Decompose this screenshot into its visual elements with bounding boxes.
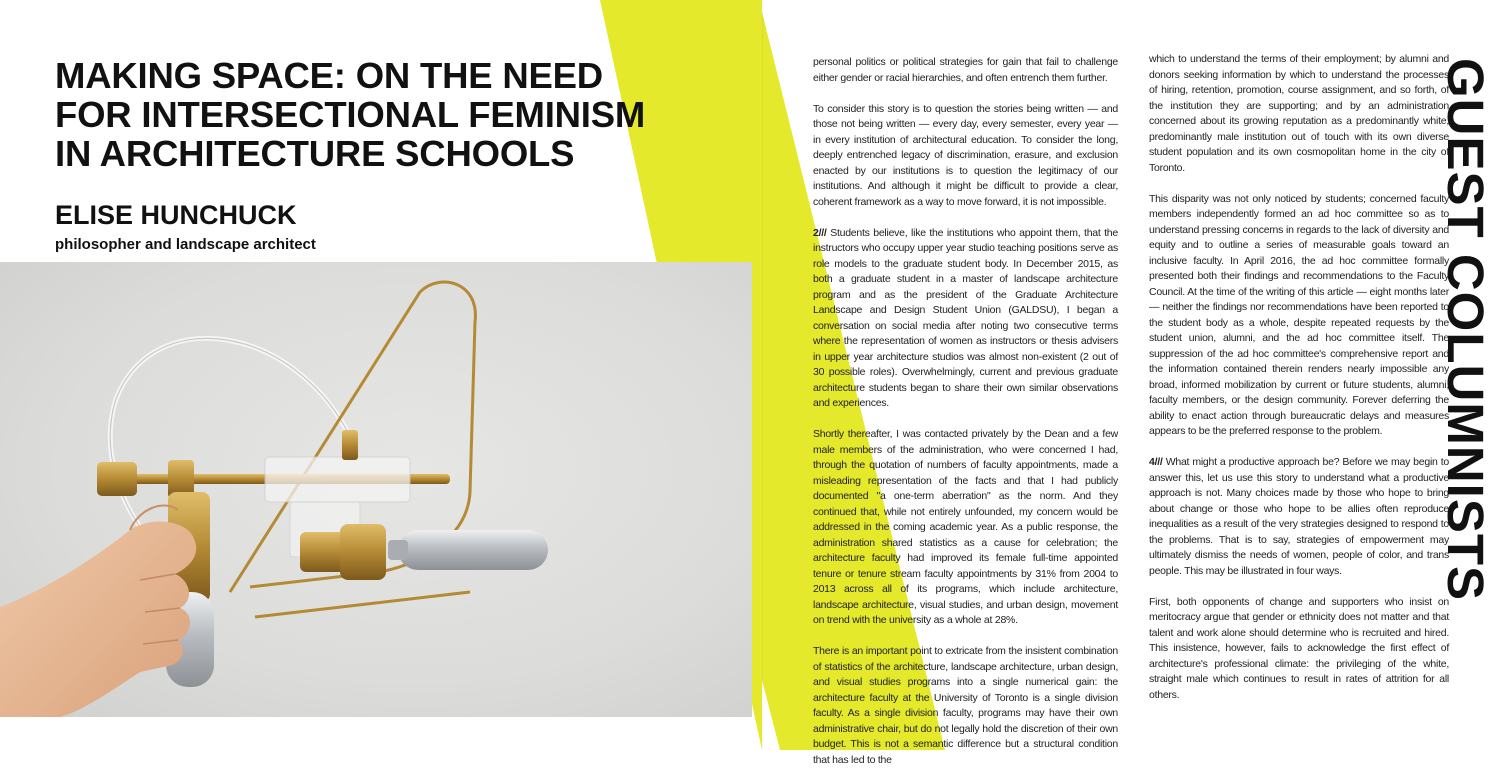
col2-paragraph-4 xyxy=(1149,595,1449,704)
paragraph-text: This disparity was not only noticed by students; concerned faculty members independently formed an ad hoc committee so as to understand pressing concerns in regards to the lack of diversity and equity and to outline a series of measurable goals toward an inclusive faculty. In April 2016, the ad hoc committee formally presented both their findings and recommendations to the Faculty Council. At the time of the writing of this article — eight months later — neither the findings nor recommendations have been reported to the student body as a whole, despite repeated requests by the student union, alumni, and the ad hoc committee itself. The suppression of the ad hoc committee's comprehensive report and the information contained therein renders nearly impossible any broad, informed mobilization by current or future students, alumni, faculty members, or the design community. Forever deferring the ability to enact action through bureaucratic delays and measures appears to be the preferred response to the problem. xyxy=(1149,192,1449,437)
author-role: philosopher and landscape architect xyxy=(55,236,316,253)
col2-paragraph-2 xyxy=(1149,192,1449,440)
col1-paragraph-2 xyxy=(813,102,1118,211)
article-photo xyxy=(0,262,752,717)
col2-paragraph-1 xyxy=(1149,52,1449,176)
col2-paragraph-3 xyxy=(1149,455,1449,579)
gas-cartridge xyxy=(398,530,548,570)
page-gutter xyxy=(762,0,764,750)
title-line-2: FOR INTERSECTIONAL FEMINISM xyxy=(55,94,646,135)
paragraph-text: which to understand the terms of their employment; by alumni and donors seeking information by which to understand the processes of hiring, retention, promotion, course assignment, and so forth, of the institution they are supporting; and by an administration concerned about its growing reputation as a predominantly white, predominantly male institution out of touch with its own diverse student population and its own cosmopolitan home in the city of Toronto. xyxy=(1149,53,1449,174)
paragraph-text: What might a productive approach be? Before we may begin to answer this, let us use this story to understand what a productive approach is not. Many choices made by those who hope to bring about change or those who hope to be allies often reproduce inequalities as a result of the very strategies designed to respond to the problems. That is to say, strategies of empowerment may ultimately dismiss the needs of women, people of color, and trans people. This may be illustrated in four ways. xyxy=(1149,456,1449,577)
paragraph-text: Shortly thereafter, I was contacted privately by the Dean and a few male members of the administration, who were concerned I had, through the quotation of numbers of faculty appointments, made a misleading representation of the facts and that I had publicly documented "a one-term aberration" as the norm. And they continued that, while not entirely unfounded, my concern would be addressed in the coming academic year. As a public response, the administration shared statistics as a cause for celebration; the architecture faculty had improved its female full-time appointed tenure or tenure stream faculty appointments by 31% from 2004 to 2013 across all of its programs, which include architecture, landscape architecture, visual studies, and urban design, movement on trend with the university as a whole at 28%. xyxy=(813,428,1118,626)
paragraph-text: Students believe, like the institutions who appoint them, that the instructors who occupy upper year studio teaching positions serve as role models to the graduate student body. In December 2015, as both a graduate student in a master of landscape architecture program and as the president of the Graduate Architecture Landscape and Design Student Union (GALDSU), I began a conversation on social media after noting two consecutive terms where the representation of women as instructors or thesis advisers in upper year architecture studios was almost non-existent (2 out of 30 possible roles). Overwhelmingly, current and previous graduate architecture students began to share their own similar observations and experiences. xyxy=(813,226,1118,409)
section-number: 2/// xyxy=(813,226,827,239)
acrylic-body xyxy=(265,457,410,502)
col1-paragraph-4 xyxy=(813,427,1118,629)
article-title xyxy=(55,56,675,173)
section-number: 4/// xyxy=(1149,456,1163,468)
text-column-1 xyxy=(813,55,1118,766)
title-line-3: IN ARCHITECTURE SCHOOLS xyxy=(55,133,575,174)
paragraph-text: personal politics or political strategies for gain that fail to challenge either gender or racial hierarchies, and often entrench them further. xyxy=(813,56,1118,84)
col1-paragraph-5 xyxy=(813,644,1118,768)
paragraph-text: There is an important point to extricate from the insistent combination of statistics of the architecture, landscape architecture, urban design, and visual studies programs into a single numerical gain: the architecture faculty at the University of Toronto is a single division faculty. As a single division faculty, programs may have their own administrative chair, but do not legally hold the discretion of their own budget. This is not a semantic difference but a structural condition that has led to the xyxy=(813,645,1118,766)
col1-paragraph-1 xyxy=(813,55,1118,86)
author-name: ELISE HUNCHUCK xyxy=(55,200,297,230)
brass-device-illustration xyxy=(0,262,752,717)
title-line-1: MAKING SPACE: ON THE NEED xyxy=(55,55,603,96)
paragraph-text: First, both opponents of change and supporters who insist on meritocracy argue that gender or ethnicity does not matter and that talent and work alone should determine who is recruited and hired. This insistence, however, fails to acknowledge the first effect of architecture's professional climate: the privileging of the white, straight male which continues to result in rates of attrition for all others. xyxy=(1149,595,1449,701)
brass-knob xyxy=(340,524,386,580)
section-label-vertical: GUEST COLUMNISTS xyxy=(1437,58,1494,602)
col1-paragraph-3 xyxy=(813,226,1118,412)
paragraph-text: To consider this story is to question the stories being written — and those not being written — every day, every semester, every year — in every institution of architectural education. To consider the long, deeply entrenched legacy of discrimination, erasure, and exclusion enacted by our institutions is to question the legitimacy of our institutions. And although it might be difficult to provide a clear, coherent framework as a way to move forward, it is not impossible. xyxy=(813,102,1118,208)
text-column-2 xyxy=(1149,52,1449,750)
hand xyxy=(0,522,196,717)
